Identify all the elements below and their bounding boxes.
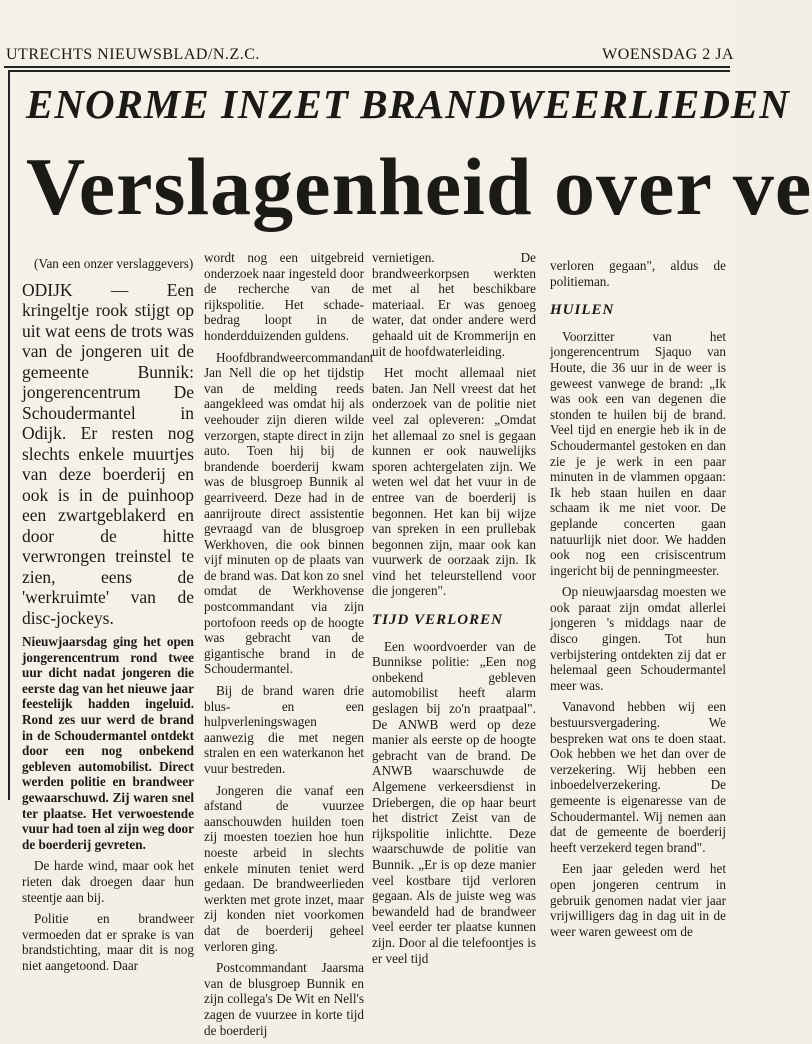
paragraph: Postcommandant Jaarsma van de blusgroep Bunnik en zijn collega's De Wit en Nell's zagen de vuurzee in korte tijd de boerderij xyxy=(204,960,364,1038)
paragraph: Het mocht allemaal niet baten. Jan Nell vreest dat het onderzoek van de politie niet veel zal opleveren: „Omdat het allemaal zo snel is gegaan kunnen er ook nauwelijks sporen achtergelaten zijn. We weten wel dat het vuur in de entree van de boerderij is begonnen. Het kan bij wijze van spreken in een prullebak begonnen zijn, maar ook kan vuurwerk de oorzaak zijn. Ik vind het teleurstellend voor die jongeren". xyxy=(372,365,536,599)
paragraph: vernietigen. De brandweerkorpsen werkten met al het beschikbare materiaal. Er was genoeg water, dat onder andere werd gehaald uit de Krommerijn en uit de hoofdwaterleiding. xyxy=(372,250,536,359)
publication-date: WOENSDAG 2 JA xyxy=(602,46,734,63)
paragraph: Op nieuwjaarsdag moesten we ook paraat zijn omdat allerlei jongeren 's middags naar de disco gingen. Tot hun verbijstering ontdekten zij dat er helemaal geen Schoudermantel meer was. xyxy=(550,584,726,693)
masthead xyxy=(4,44,734,68)
paragraph: Vanavond hebben wij een bestuursvergadering. We bespreken wat ons te doen staat. Ook hebben we het dan over de verzekering. Wij hebben een inboedelverzekering. De gemeente is eigenaresse van de Schoudermantel. Wij nemen aan dat de gemeente de boerderij heeft verzekerd tegen brand". xyxy=(550,699,726,855)
article-headline: Verslagenheid over ve xyxy=(26,141,812,232)
paragraph: De harde wind, maar ook het rieten dak droegen daar hun steentje aan bij. xyxy=(22,858,194,905)
frame-rule-top xyxy=(8,70,730,72)
lead-paragraph: ODIJK — Een kringeltje rook stijgt op uit wat eens de trots was van de jongeren uit de gemeente Bunnik: jongerencentrum De Schoudermantel in Odijk. Er resten nog slechts enkele muurtjes van deze boerderij en ook is in de puinhoop een zwartgeblakerd en door de hitte verwrongen treinstel te zien, eens de 'werkruimte' van de disc-jockeys. xyxy=(22,279,194,628)
article-column-2 xyxy=(204,250,374,1044)
article-column-4 xyxy=(550,258,726,945)
article-kicker: ENORME INZET BRANDWEERLIEDEN xyxy=(26,81,790,127)
paragraph: Voorzitter van het jongerencentrum Sjaquo van Houte, die 36 uur in de weer is geweest vanwege de brand: „Ik was ook een van degenen die stonden te huilen bij de brand. Veel tijd en energie heb ik in de Schoudermantel gestoken en dan zie je je werk in een paar minuten in de vlammen opgaan: Ik heb staan huilen en daar schaam ik me niet voor. De geplande concerten gaan natuurlijk niet door. We hadden ook nog een crisiscentrum ingericht bij de penningmeester. xyxy=(550,328,726,578)
subheading: HUILEN xyxy=(550,302,615,319)
paragraph: Een woordvoerder van de Bunnikse politie: „Een nog onbekend gebleven automobilist heeft alarm geslagen bij zo'n praatpaal". De ANWB werd op deze manier als eerste op de hoogte gebracht van de brand. De ANWB waarschuwde de Algemene verkeersdienst in Driebergen, die op haar beurt het district Zeist van de rijkspolitie inlichtte. Deze waarschuwde de politie van Bunnik. „Er is op deze manier veel kostbare tijd verloren gegaan. Als de juiste weg was bewandeld had de brandweer veel eerder ter plaatse kunnen zijn. Door al die telefoontjes is er veel tijd xyxy=(372,638,536,966)
paragraph: Een jaar geleden werd het open jongeren centrum in gebruik genomen nadat vier jaar vrijwilligers dag in dag uit in de weer waren geweest om de xyxy=(550,861,726,939)
article-column-3 xyxy=(372,250,536,972)
paragraph: Politie en brandweer vermoeden dat er sprake is van brandstichting, maar dit is nog niet aangetoond. Daar xyxy=(22,911,194,973)
newspaper-name: UTRECHTS NIEUWSBLAD/N.Z.C. xyxy=(6,46,260,63)
paragraph: Jongeren die vanaf een afstand de vuurzee aanschouwden huilden toen zij moesten toezien hoe hun noeste arbeid in slechts enkele minuten teniet werd gedaan. De brandweerlieden werkten met grote inzet, maar zij konden niet voorkomen dat de boerderij geheel verloren ging. xyxy=(204,782,364,954)
paragraph: Hoofdbrandweercommandant Jan Nell die op het tijdstip van de melding reeds aangekleed was omdat hij als veehouder zijn dieren wilde verzorgen, stapte direct in zijn auto. Toen hij bij de brandende boerderij kwam was de blusgroep Bunnik al gearriveerd. Deze had in de aanrijroute direct assistentie gevraagd van de blusgroep Werkhoven, die ook binnen vijf minuten op de plaats van de brand was. Dat kon zo snel omdat de Werkhovense postcommandant via zijn portofoon reeds op de hoogte was gebracht van de gigantische brand in de Schoudermantel. xyxy=(204,349,374,677)
bold-paragraph: Nieuwjaarsdag ging het open jongerencentrum rond twee uur dicht nadat jongeren die eerste dag van het nieuwe jaar feestelijk hadden ingeluid. Rond zes uur werd de brand in de Schoudermantel ontdekt door een nog onbekend gebleven automobilist. Direct werden politie en brandweer gewaarschuwd. Zij waren snel ter plaatse. Het verwoestende vuur had toen al zijn weg door de boerderij gevreten. xyxy=(22,634,194,852)
subheading: TIJD VERLOREN xyxy=(372,612,503,629)
frame-rule-left xyxy=(8,70,10,800)
byline: (Van een onzer verslaggevers) xyxy=(34,256,194,271)
article-column-1 xyxy=(22,256,194,980)
paragraph: Bij de brand waren drie blus- en een hulpverleningswagen aanwezig die met negen stralen en een waterkanon het vuur bestreden. xyxy=(204,683,364,776)
paragraph: wordt nog een uitgebreid onderzoek naar ingesteld door de recherche van de rijkspolitie. Het schade-bedrag loopt in de honderdduizenden guldens. xyxy=(204,250,364,343)
paragraph: verloren gegaan", aldus de politieman. xyxy=(550,258,726,289)
